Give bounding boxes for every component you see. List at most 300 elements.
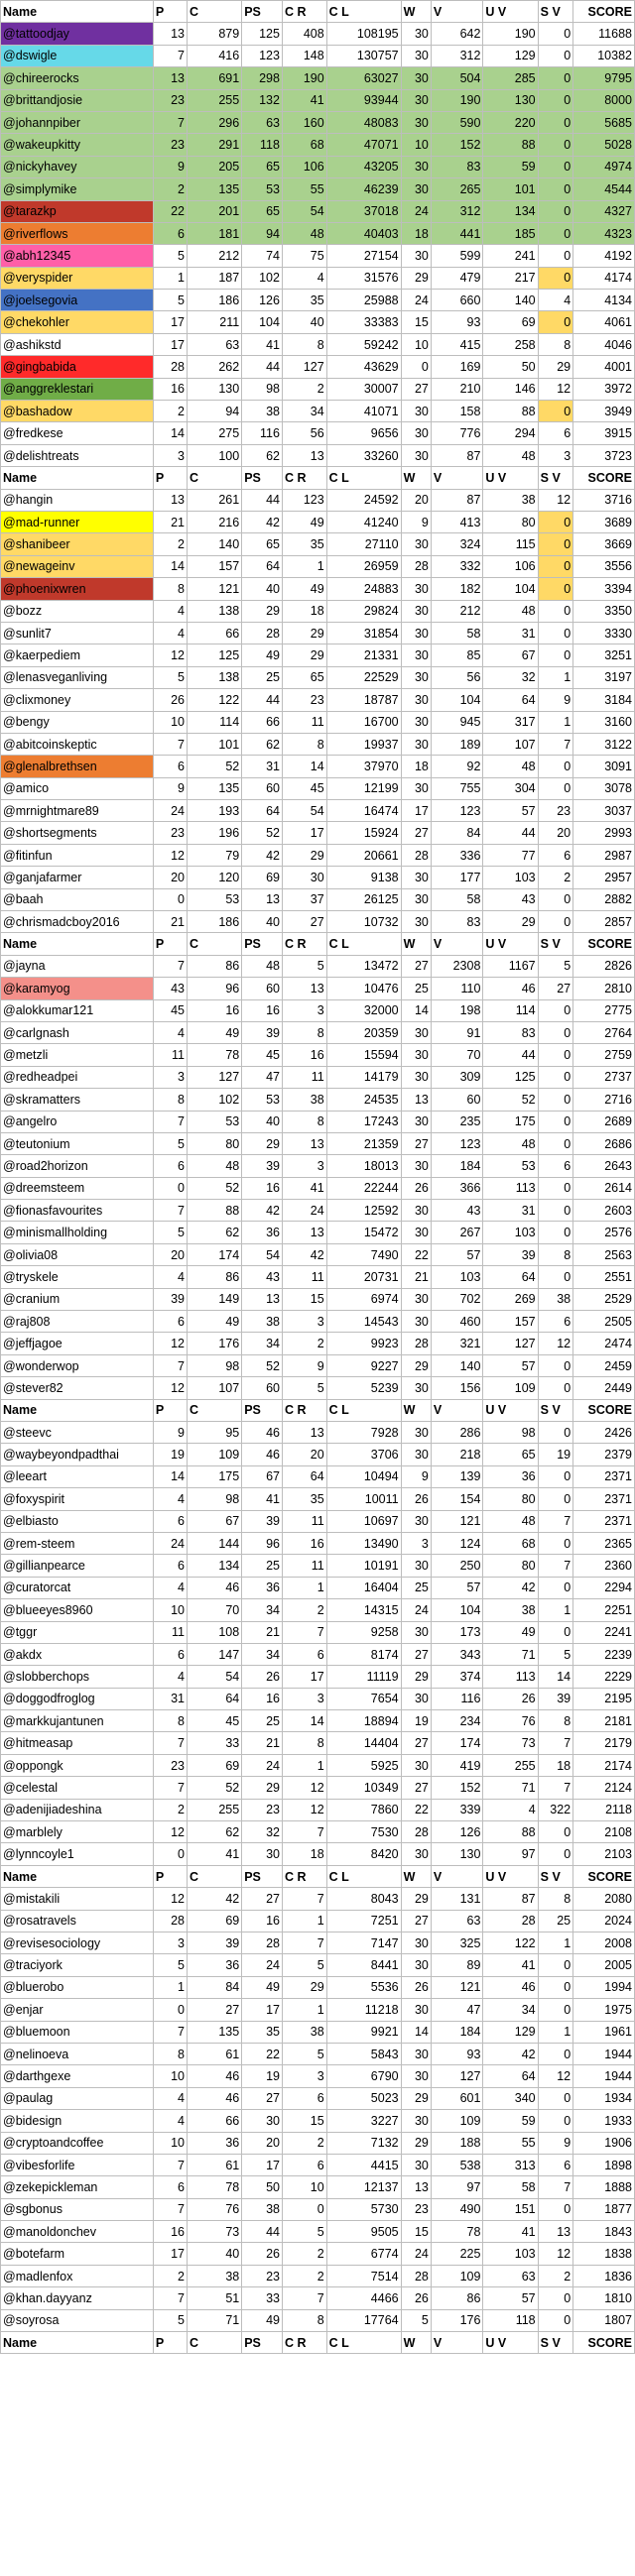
cell-name: @fionasfavourites: [1, 1200, 154, 1222]
cell-cl: 9258: [326, 1621, 401, 1643]
cell-sv: 0: [538, 1111, 573, 1132]
cell-score: 2241: [573, 1621, 635, 1643]
cell-cl: 27110: [326, 533, 401, 555]
cell-c: 100: [188, 444, 242, 466]
cell-uv: 38: [483, 489, 538, 511]
cell-ps: 104: [242, 311, 283, 333]
cell-c: 138: [188, 600, 242, 622]
cell-score: 3330: [573, 622, 635, 644]
table-row: [1, 2087, 635, 2109]
cell-score: 4327: [573, 200, 635, 222]
cell-cl: 8043: [326, 1888, 401, 1910]
table-row: [1, 89, 635, 111]
cell-name: @minismallholding: [1, 1222, 154, 1243]
cell-score: 3037: [573, 800, 635, 822]
cell-name: @wakeupkitty: [1, 134, 154, 156]
cell-w: 30: [401, 401, 431, 422]
cell-score: 2294: [573, 1577, 635, 1598]
cell-cr: 10: [282, 2176, 326, 2198]
cell-v: 87: [431, 489, 483, 511]
cell-c: 33: [188, 1732, 242, 1754]
cell-uv: 32: [483, 666, 538, 688]
cell-ps: 50: [242, 2176, 283, 2198]
cell-uv: 49: [483, 1621, 538, 1643]
cell-ps: 47: [242, 1066, 283, 1088]
cell-uv: 1167: [483, 955, 538, 977]
cell-w: 28: [401, 1821, 431, 1843]
cell-c: 70: [188, 1599, 242, 1621]
cell-name: @revisesociology: [1, 1932, 154, 1953]
cell-name: @rosatravels: [1, 1910, 154, 1932]
cell-sv: 7: [538, 1555, 573, 1577]
cell-v: 702: [431, 1288, 483, 1310]
cell-name: @metzli: [1, 1044, 154, 1066]
cell-score: 1810: [573, 2287, 635, 2309]
cell-p: 22: [153, 200, 187, 222]
cell-ps: 44: [242, 689, 283, 711]
table-row: [1, 888, 635, 910]
header-ps: PS: [242, 1, 283, 23]
cell-w: 18: [401, 222, 431, 244]
table-row: [1, 1422, 635, 1444]
cell-c: 16: [188, 999, 242, 1021]
cell-ps: 28: [242, 622, 283, 644]
table-row: [1, 978, 635, 999]
cell-cl: 37018: [326, 200, 401, 222]
cell-c: 41: [188, 1843, 242, 1865]
cell-uv: 113: [483, 1666, 538, 1688]
header-uv: U V: [483, 1, 538, 23]
cell-name: @celestal: [1, 1777, 154, 1799]
cell-p: 13: [153, 489, 187, 511]
cell-w: 22: [401, 1799, 431, 1820]
cell-w: 30: [401, 578, 431, 600]
cell-uv: 80: [483, 511, 538, 532]
cell-name: @stever82: [1, 1377, 154, 1399]
cell-score: 2474: [573, 1333, 635, 1354]
cell-p: 3: [153, 1932, 187, 1953]
cell-cr: 11: [282, 711, 326, 733]
cell-cl: 31854: [326, 622, 401, 644]
table-row: [1, 644, 635, 666]
cell-w: 5: [401, 2309, 431, 2331]
cell-w: 29: [401, 2087, 431, 2109]
cell-name: @mrnightmare89: [1, 800, 154, 822]
cell-score: 10382: [573, 45, 635, 66]
cell-score: 3949: [573, 401, 635, 422]
cell-name: @slobberchops: [1, 1666, 154, 1688]
cell-cl: 8174: [326, 1643, 401, 1665]
cell-v: 86: [431, 2287, 483, 2309]
cell-uv: 76: [483, 1710, 538, 1732]
cell-sv: 0: [538, 23, 573, 45]
cell-v: 176: [431, 2309, 483, 2331]
cell-name: @raj808: [1, 1311, 154, 1333]
cell-uv: 122: [483, 1932, 538, 1953]
table-row: [1, 867, 635, 888]
cell-ps: 29: [242, 1777, 283, 1799]
cell-cl: 12137: [326, 2176, 401, 2198]
cell-w: 30: [401, 1954, 431, 1976]
cell-uv: 115: [483, 533, 538, 555]
cell-p: 14: [153, 555, 187, 577]
cell-w: 27: [401, 955, 431, 977]
cell-ps: 16: [242, 1177, 283, 1199]
cell-sv: 0: [538, 2110, 573, 2132]
header-score: SCORE: [573, 467, 635, 489]
cell-p: 10: [153, 2065, 187, 2087]
cell-w: 30: [401, 1044, 431, 1066]
table-row: [1, 156, 635, 177]
header-score: SCORE: [573, 1399, 635, 1421]
cell-ps: 39: [242, 1021, 283, 1043]
cell-score: 2576: [573, 1222, 635, 1243]
cell-cl: 32000: [326, 999, 401, 1021]
cell-score: 2686: [573, 1132, 635, 1154]
cell-v: 642: [431, 23, 483, 45]
cell-score: 2449: [573, 1377, 635, 1399]
cell-ps: 66: [242, 711, 283, 733]
cell-v: 755: [431, 777, 483, 799]
table-row: [1, 2287, 635, 2309]
cell-sv: 12: [538, 2243, 573, 2265]
cell-sv: 0: [538, 511, 573, 532]
cell-p: 5: [153, 1954, 187, 1976]
cell-w: 30: [401, 1066, 431, 1088]
header-sv: S V: [538, 467, 573, 489]
cell-sv: 0: [538, 1021, 573, 1043]
cell-name: @baah: [1, 888, 154, 910]
cell-cr: 14: [282, 1710, 326, 1732]
cell-c: 86: [188, 1266, 242, 1288]
cell-cr: 56: [282, 422, 326, 444]
cell-name: @clixmoney: [1, 689, 154, 711]
cell-ps: 63: [242, 111, 283, 133]
cell-c: 84: [188, 1976, 242, 1998]
cell-v: 188: [431, 2132, 483, 2154]
cell-cl: 7251: [326, 1910, 401, 1932]
cell-name: @dreemsteem: [1, 1177, 154, 1199]
cell-score: 4544: [573, 178, 635, 200]
cell-cr: 408: [282, 23, 326, 45]
cell-name: @lenasveganliving: [1, 666, 154, 688]
cell-p: 20: [153, 867, 187, 888]
cell-score: 2118: [573, 1799, 635, 1820]
cell-p: 10: [153, 2132, 187, 2154]
cell-sv: 4: [538, 290, 573, 311]
table-row: [1, 1710, 635, 1732]
cell-sv: 0: [538, 1532, 573, 1554]
cell-p: 28: [153, 356, 187, 378]
cell-score: 3184: [573, 689, 635, 711]
cell-c: 187: [188, 267, 242, 289]
cell-p: 6: [153, 756, 187, 777]
cell-cr: 4: [282, 267, 326, 289]
table-row: [1, 290, 635, 311]
cell-score: 1807: [573, 2309, 635, 2331]
cell-ps: 42: [242, 511, 283, 532]
cell-name: @bozz: [1, 600, 154, 622]
cell-p: 2: [153, 178, 187, 200]
cell-score: 2195: [573, 1688, 635, 1709]
cell-cr: 5: [282, 2221, 326, 2243]
cell-ps: 34: [242, 1599, 283, 1621]
cell-score: 2505: [573, 1311, 635, 1333]
cell-w: 30: [401, 1932, 431, 1953]
cell-sv: 0: [538, 45, 573, 66]
cell-p: 6: [153, 1643, 187, 1665]
header-p: P: [153, 1, 187, 23]
cell-sv: 0: [538, 1488, 573, 1510]
cell-w: 14: [401, 2021, 431, 2043]
cell-name: @bluerobo: [1, 1976, 154, 1998]
table-row: [1, 1377, 635, 1399]
cell-ps: 74: [242, 245, 283, 267]
cell-cr: 35: [282, 1488, 326, 1510]
cell-w: 30: [401, 622, 431, 644]
cell-sv: 0: [538, 1821, 573, 1843]
cell-uv: 106: [483, 555, 538, 577]
cell-name: @cranium: [1, 1288, 154, 1310]
cell-c: 52: [188, 1777, 242, 1799]
cell-uv: 71: [483, 1777, 538, 1799]
cell-cr: 29: [282, 622, 326, 644]
table-row: [1, 1999, 635, 2021]
header-score: SCORE: [573, 1, 635, 23]
cell-score: 3160: [573, 711, 635, 733]
cell-name: @manoldonchev: [1, 2221, 154, 2243]
cell-score: 1944: [573, 2043, 635, 2064]
cell-w: 27: [401, 1132, 431, 1154]
cell-cr: 5: [282, 955, 326, 977]
cell-v: 267: [431, 1222, 483, 1243]
cell-p: 4: [153, 600, 187, 622]
table-row: [1, 2221, 635, 2243]
cell-name: @ganjafarmer: [1, 867, 154, 888]
header-name: Name: [1, 467, 154, 489]
cell-p: 8: [153, 1089, 187, 1111]
cell-sv: 8: [538, 1710, 573, 1732]
cell-p: 12: [153, 844, 187, 866]
cell-w: 30: [401, 1754, 431, 1776]
cell-cl: 14315: [326, 1599, 401, 1621]
cell-sv: 9: [538, 2132, 573, 2154]
cell-cr: 18: [282, 600, 326, 622]
cell-cl: 13472: [326, 955, 401, 977]
cell-score: 3197: [573, 666, 635, 688]
cell-w: 30: [401, 1288, 431, 1310]
cell-p: 12: [153, 1888, 187, 1910]
cell-uv: 77: [483, 844, 538, 866]
cell-ps: 116: [242, 422, 283, 444]
cell-c: 67: [188, 1510, 242, 1532]
cell-w: 24: [401, 1599, 431, 1621]
cell-name: @johannpiber: [1, 111, 154, 133]
cell-c: 147: [188, 1643, 242, 1665]
header-cl: C L: [326, 1865, 401, 1887]
cell-v: 60: [431, 1089, 483, 1111]
cell-name: @brittandjosie: [1, 89, 154, 111]
cell-sv: 0: [538, 1044, 573, 1066]
cell-v: 78: [431, 2221, 483, 2243]
cell-cl: 63027: [326, 67, 401, 89]
cell-name: @akdx: [1, 1643, 154, 1665]
cell-cr: 1: [282, 555, 326, 577]
cell-c: 122: [188, 689, 242, 711]
cell-v: 324: [431, 533, 483, 555]
cell-cl: 16474: [326, 800, 401, 822]
cell-score: 1836: [573, 2265, 635, 2286]
cell-w: 30: [401, 1688, 431, 1709]
cell-ps: 38: [242, 1311, 283, 1333]
cell-c: 109: [188, 1444, 242, 1465]
cell-score: 2737: [573, 1066, 635, 1088]
table-row: [1, 222, 635, 244]
cell-cl: 14543: [326, 1311, 401, 1333]
cell-name: @bashadow: [1, 401, 154, 422]
cell-score: 2603: [573, 1200, 635, 1222]
cell-c: 51: [188, 2287, 242, 2309]
table-row: [1, 1777, 635, 1799]
cell-name: @skramatters: [1, 1089, 154, 1111]
cell-sv: 0: [538, 756, 573, 777]
cell-w: 30: [401, 1510, 431, 1532]
cell-v: 366: [431, 1177, 483, 1199]
cell-ps: 52: [242, 822, 283, 844]
cell-name: @traciyork: [1, 1954, 154, 1976]
cell-score: 1838: [573, 2243, 635, 2265]
cell-c: 53: [188, 1111, 242, 1132]
cell-score: 4134: [573, 290, 635, 311]
cell-v: 321: [431, 1333, 483, 1354]
cell-name: @lynncoyle1: [1, 1843, 154, 1865]
cell-w: 30: [401, 1999, 431, 2021]
cell-uv: 104: [483, 578, 538, 600]
cell-w: 23: [401, 2198, 431, 2220]
cell-cr: 0: [282, 2198, 326, 2220]
cell-w: 30: [401, 245, 431, 267]
cell-p: 6: [153, 1311, 187, 1333]
cell-sv: 13: [538, 2221, 573, 2243]
cell-score: 2563: [573, 1243, 635, 1265]
cell-p: 17: [153, 333, 187, 355]
cell-score: 2371: [573, 1488, 635, 1510]
cell-score: 1961: [573, 2021, 635, 2043]
cell-cr: 2: [282, 378, 326, 400]
cell-ps: 38: [242, 2198, 283, 2220]
cell-cr: 1: [282, 1999, 326, 2021]
header-sv: S V: [538, 2332, 573, 2354]
cell-p: 0: [153, 1177, 187, 1199]
cell-cl: 14179: [326, 1066, 401, 1088]
cell-score: 2371: [573, 1510, 635, 1532]
cell-name: @delishtreats: [1, 444, 154, 466]
cell-v: 419: [431, 1754, 483, 1776]
cell-cr: 8: [282, 2309, 326, 2331]
cell-ps: 60: [242, 777, 283, 799]
cell-cl: 41240: [326, 511, 401, 532]
cell-score: 2239: [573, 1643, 635, 1665]
cell-c: 46: [188, 2065, 242, 2087]
cell-cr: 6: [282, 2087, 326, 2109]
cell-uv: 65: [483, 1444, 538, 1465]
header-sv: S V: [538, 1399, 573, 1421]
cell-cr: 29: [282, 1976, 326, 1998]
cell-ps: 21: [242, 1621, 283, 1643]
cell-score: 3915: [573, 422, 635, 444]
cell-uv: 59: [483, 156, 538, 177]
cell-sv: 0: [538, 2309, 573, 2331]
cell-name: @joelsegovia: [1, 290, 154, 311]
cell-v: 130: [431, 1843, 483, 1865]
cell-cl: 11119: [326, 1666, 401, 1688]
cell-p: 4: [153, 1266, 187, 1288]
table-row: [1, 1444, 635, 1465]
cell-cl: 10349: [326, 1777, 401, 1799]
cell-cr: 41: [282, 89, 326, 111]
cell-v: 339: [431, 1799, 483, 1820]
header-ps: PS: [242, 1399, 283, 1421]
cell-p: 5: [153, 666, 187, 688]
cell-v: 58: [431, 622, 483, 644]
table-row: [1, 2065, 635, 2087]
cell-v: 84: [431, 822, 483, 844]
table-row: [1, 356, 635, 378]
table-row: [1, 622, 635, 644]
header-cr: C R: [282, 2332, 326, 2354]
table-row: [1, 733, 635, 755]
cell-score: 2614: [573, 1177, 635, 1199]
cell-sv: 25: [538, 1910, 573, 1932]
cell-ps: 39: [242, 1155, 283, 1177]
cell-cl: 40403: [326, 222, 401, 244]
cell-cl: 7490: [326, 1243, 401, 1265]
cell-uv: 34: [483, 1999, 538, 2021]
cell-cr: 54: [282, 800, 326, 822]
cell-ps: 21: [242, 1732, 283, 1754]
cell-uv: 118: [483, 2309, 538, 2331]
cell-uv: 157: [483, 1311, 538, 1333]
cell-v: 83: [431, 911, 483, 933]
cell-c: 176: [188, 1333, 242, 1354]
cell-c: 52: [188, 1177, 242, 1199]
cell-c: 78: [188, 2176, 242, 2198]
cell-w: 13: [401, 2176, 431, 2198]
cell-c: 69: [188, 1754, 242, 1776]
cell-w: 30: [401, 2065, 431, 2087]
cell-name: @mistakili: [1, 1888, 154, 1910]
cell-p: 8: [153, 1710, 187, 1732]
cell-v: 177: [431, 867, 483, 888]
cell-v: 116: [431, 1688, 483, 1709]
cell-w: 30: [401, 444, 431, 466]
cell-cr: 12: [282, 1777, 326, 1799]
cell-ps: 27: [242, 1888, 283, 1910]
table-row: [1, 1688, 635, 1709]
table-row: [1, 1510, 635, 1532]
cell-sv: 0: [538, 2087, 573, 2109]
cell-v: 152: [431, 134, 483, 156]
cell-uv: 103: [483, 867, 538, 888]
cell-cl: 9923: [326, 1333, 401, 1354]
cell-ps: 44: [242, 2221, 283, 2243]
cell-cl: 33260: [326, 444, 401, 466]
cell-w: 24: [401, 2243, 431, 2265]
cell-score: 2080: [573, 1888, 635, 1910]
cell-ps: 53: [242, 1089, 283, 1111]
header-row: [1, 467, 635, 489]
cell-name: @bengy: [1, 711, 154, 733]
